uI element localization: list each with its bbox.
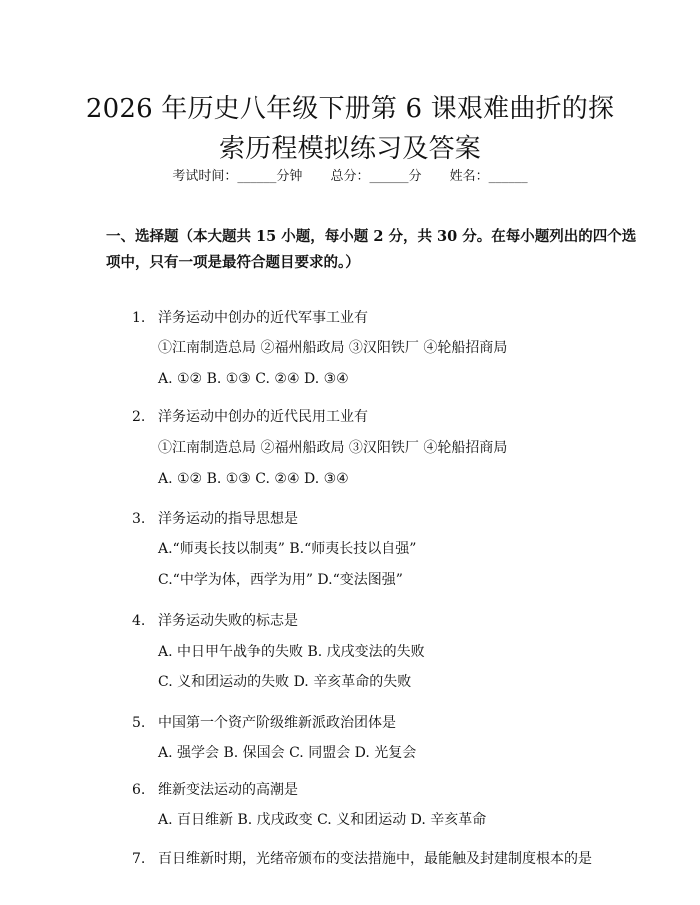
question-choices: A. 中日甲午战争的失败 B. 戊戌变法的失败 <box>158 644 425 660</box>
question-stem: 洋务运动失败的标志是 <box>158 613 298 629</box>
exam-time-field: 考试时间：______分钟 <box>172 169 303 184</box>
question-options: ①江南制造总局 ②福州船政局 ③汉阳铁厂 ④轮船招商局 <box>158 340 508 356</box>
question-choices: A.“师夷长技以制夷” B.“师夷长技以自强” <box>158 541 417 557</box>
title-line-2: 索历程模拟练习及答案 <box>218 134 481 165</box>
question-choices: C. 义和团运动的失败 D. 辛亥革命的失败 <box>158 674 412 690</box>
question-number: 1. <box>132 310 146 326</box>
question-stem: 洋务运动中创办的近代军事工业有 <box>158 310 368 326</box>
question-stem: 洋务运动的指导思想是 <box>158 511 298 527</box>
question-number: 2. <box>132 409 146 425</box>
question-choices: A. ①② B. ①③ C. ②④ D. ③④ <box>158 371 349 387</box>
student-name-field: 姓名：______ <box>449 169 528 184</box>
question-choices: A. ①② B. ①③ C. ②④ D. ③④ <box>158 471 349 487</box>
question-stem: 洋务运动中创办的近代民用工业有 <box>158 409 368 425</box>
title-line-1: 2026 年历史八年级下册第 6 课艰难曲折的探 <box>85 94 615 125</box>
question-options: ①江南制造总局 ②福州船政局 ③汉阳铁厂 ④轮船招商局 <box>158 440 508 456</box>
question-number: 7. <box>132 851 146 867</box>
document-title <box>58 89 642 169</box>
question-number: 5. <box>132 715 146 731</box>
question-number: 6. <box>132 782 146 798</box>
question-number: 3. <box>132 511 146 527</box>
question-stem: 百日维新时期，光绪帝颁布的变法措施中，最能触及封建制度根本的是 <box>158 851 592 867</box>
question-number: 4. <box>132 613 146 629</box>
section-heading: 一、选择题（本大题共 15 小题，每小题 2 分，共 30 分。在每小题列出的四个选项中，只有一项是最符合题目要求的。） <box>106 228 637 271</box>
question-choices: C.“中学为体，西学为用” D.“变法图强” <box>158 572 403 588</box>
total-score-field: 总分：______分 <box>330 169 422 184</box>
question-choices: A. 百日维新 B. 戊戌政变 C. 义和团运动 D. 辛亥革命 <box>158 812 487 828</box>
question-choices: A. 强学会 B. 保国会 C. 同盟会 D. 光复会 <box>158 745 417 761</box>
question-stem: 中国第一个资产阶级维新派政治团体是 <box>158 715 396 731</box>
exam-meta <box>0 167 700 187</box>
question-stem: 维新变法运动的高潮是 <box>158 782 298 798</box>
